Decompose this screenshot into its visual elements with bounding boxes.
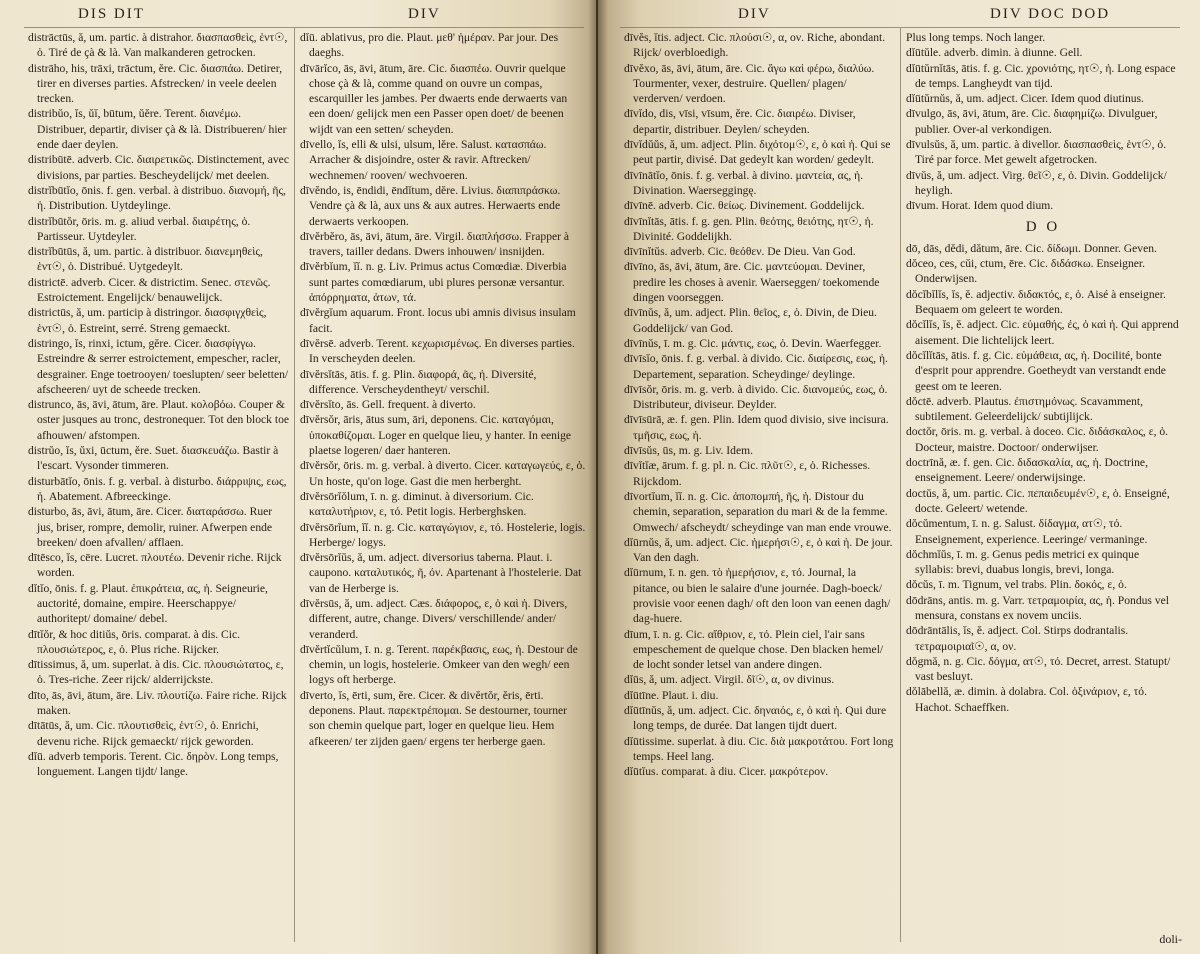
dictionary-entry: dĭū. adverb temporis. Terent. Cic. δηρὸν. Long temps, longuement. Langen tijdt/ lange.: [28, 749, 279, 779]
dictionary-entry: dĭtĭo, ōnis. f. g. Plaut. ἐπικράτεια, ας, ἡ. Seigneurie, auctorité, domaine, empire. Heerschappye/ authoritept/ domaine/ debel.: [28, 581, 268, 626]
dictionary-entry: dītātūs, ă, um. Cic. πλουτισθεὶς, ἑντ☉, ὁ. Enrichi, devenu riche. Rijck gemaeckt/ rijck geworden.: [28, 719, 259, 748]
dictionary-entry: dīvĕrsōrĭŭs, ă, um. adject. diversorius taberna. Plaut. i. caupono. καταλυτικός, ῆ, όν. Apartenant à l'hostelerie. Dat van de Herberge is.: [300, 551, 582, 595]
running-head-right-column-2: DIV DOC DOD: [990, 6, 1111, 22]
dictionary-entry: dŏcĭbĭlĭs, ĭs, ĕ. adjectiv. διδακτός, ε, ὁ. Aisé à enseigner. Bequaem om geleert te worden.: [906, 287, 1166, 317]
dictionary-entry: dōdrāntālis, ĭs, ĕ. adject. Col. Stirps dodrantalis. τετραμοιριαῖ☉, α, ον.: [906, 624, 1129, 653]
dictionary-entry: dīvĕrbĭum, ĭĭ. n. g. Liv. Primus actus Comœdiæ. Diverbia sunt partes comœdiarum, ubi plures personæ versantur. ἀπόρρηματα, ἀτων, τά.: [300, 260, 567, 305]
dictionary-entry: distrunco, ās, āvi, ātum, āre. Plaut. κολοβόω. Couper & oster jusques au tronc, destronequer. Tot den block toe afhouwen/ afstompen.: [28, 398, 290, 442]
book-gutter: [588, 0, 608, 954]
dictionary-entry: dīvĭtĭæ, ārum. f. g. pl. n. Cic. πλῦτ☉, ε, ὁ. Richesses. Rijckdom.: [624, 459, 871, 488]
dictionary-entry: dīvello, ĭs, elli & ulsi, ulsum, lĕre. Salust. κατασπάω. Arracher & disjoindre, oster & ravir. Aftrecken/ wechnemen/ rooven/ wechvoeren.: [300, 138, 547, 182]
dictionary-entry: dīvĕrsŏr, ōris. m. g. verbal. à diverto. Cicer. καταγωγεύς, ε, ὁ. Un hoste, qu'on loge. Gast die men herberght.: [300, 459, 586, 488]
dictionary-entry: dīvĭdo, dis, vīsi, vīsum, ĕre. Cic. διαιρέω. Diviser, departir, distribuer. Deylen/ scheyden.: [624, 107, 856, 136]
dictionary-entry: dŏcĭlĭtās, ātis. f. g. Cic. εὐμάθεια, ας, ἡ. Docilité, bonte d'esprit pour apprendre. Goetheydt van verstandt ende geest om te leeren.: [906, 348, 1166, 393]
dictionary-column-1: [28, 30, 290, 948]
dictionary-entry: dŏceo, ces, cŭi, ctum, ēre. Cic. διδάσκω. Enseigner. Onderwijsen.: [906, 257, 1146, 286]
dictionary-entry: dītĭŏr, & hoc ditiŭs, ōris. comparat. à dis. Cic. πλουσιώτερος, ε, ὁ. Plus riche. Rijcker.: [28, 627, 241, 656]
dictionary-entry: dĭūtŭrnĭtās, ātis. f. g. Cic. χρονιότης, ητ☉, ἡ. Long espace de temps. Langheydt van tijd.: [906, 61, 1176, 90]
dictionary-entry: dīvĕndo, is, ēndidi, ēndĭtum, dĕre. Livius. διαπιπράσκω. Vendre çà & là, aux uns & aux autres. Herwaerts ende derwaerts verkoopen.: [300, 183, 561, 228]
dictionary-entry: disturbātĭo, ōnis. f. g. verbal. à disturbo. διάρριψις, εως, ἡ. Abatement. Afbreeckinge.: [28, 474, 287, 503]
dictionary-entry: dīum, ī. n. g. Cic. αἴθριον, ε, τό. Plein ciel, l'air sans empeschement de quelque chose. Den blacken hemel/ de locht sonder letsel van andere dingen.: [624, 627, 884, 672]
dictionary-entry: distribŭo, ĭs, ŭĭ, būtum, ŭĕre. Terent. διανέμω. Distribuer, departir, diviser çà & là. Distribueren/ hier ende daer deylen.: [28, 107, 287, 152]
dictionary-entry: distrĭbūtĭo, ōnis. f. gen. verbal. à distribuo. διανομή, ῆς, ἡ. Distribution. Uytdeylinge.: [28, 183, 286, 213]
dictionary-entry: doctŭs, ă, um. partic. Cic. πεπαιδευμέν☉, ε, ὁ. Enseigné, docte. Geleert/ wetende.: [906, 486, 1170, 515]
column-rule: [294, 28, 295, 942]
dictionary-column-3: [624, 30, 894, 948]
dictionary-entry: dīvīnĭtās, ātis. f. g. gen. Plin. θεότης, θειότης, ητ☉, ἡ. Divinité. Goddelijkh.: [624, 214, 874, 243]
dictionary-entry: distrāctūs, ă, um. partic. à distrahor. διασπασθεὶς, ἑντ☉, ὁ. Tiré de çà & là. Van malkanderen getrocken.: [28, 31, 288, 60]
dictionary-entry: distribūtē. adverb. Cic. διαιρετικῶς. Distinctement, avec divisions, par parties. Bescheydelijck/ met deelen.: [28, 153, 289, 182]
dictionary-entry: Plus long temps. Noch langer.: [906, 31, 1046, 44]
dictionary-entry: dīvulgo, ās, āvi, ātum, āre. Cic. διαφημίζω. Divulguer, publier. Over-al verkondigen.: [906, 107, 1158, 136]
dictionary-entry: dīverto, ĭs, ērti, sum, ĕre. Cicer. & divĕrtŏr, ĕris, ērti. deponens. Plaut. παρεκτρέπομαι. Se destourner, tourner son chemin quelque part, loger en quelque lieu. Hem afkeeren/ ter zijden gaen/ ergens ter herberge gaen.: [300, 688, 568, 748]
dictionary-entry: dīvĕrsūs, ă, um. adject. Cæs. διάφορος, ε, ὁ καὶ ἡ. Divers, different, autre, change. Divers/ verschillende/ ander/ veranderd.: [300, 596, 568, 641]
dictionary-entry: dīvum. Horat. Idem quod dium.: [906, 199, 1054, 213]
dictionary-entry: dīvīnŭs, ă, um. adject. Plin. θεῖος, ε, ὁ. Divin, de Dieu. Goddelijck/ van God.: [624, 306, 877, 335]
dictionary-entry: doctrīnă, æ. f. gen. Cic. διδασκαλία, ας, ἡ. Doctrine, enseignement. Leere/ onderwijsinge.: [906, 456, 1148, 485]
dictionary-entry: dīvĭdŭŭs, ă, um. adject. Plin. διχότομ☉, ε, ὁ καὶ ἡ. Qui se peut partir, divisé. Dat gedeylt kan worden/ gedeylt.: [624, 138, 891, 167]
dictionary-entry: dĭūtŭrnŭs, ă, um. adject. Cicer. Idem quod diutinus.: [906, 92, 1144, 106]
dictionary-entry: dīvĕs, ĭtis. adject. Cic. πλούσι☉, α, ον. Riche, abondant. Rijck/ overbloedigh.: [624, 31, 886, 60]
dictionary-entry: districtūs, ă, um. particip à distringor. διασφιγχθεὶς, ἑντ☉, ὁ. Estreint, serré. Streng gemaeckt.: [28, 306, 267, 335]
dictionary-entry: dīvīnŭs, ī. m. g. Cic. μάντις, εως, ὁ. Devin. Waerfegger.: [624, 336, 882, 350]
dictionary-entry: dīvĕrsĭtās, ātis. f. g. Plin. διαφορά, ᾶς, ἡ. Diversité, difference. Verscheydentheyt/ verschil.: [300, 367, 537, 396]
dictionary-column-4: [906, 30, 1180, 948]
dictionary-entry: distrĭbūtŏr, ōris. m. g. aliud verbal. διαιρέτης, ὁ. Partisseur. Uytdeyler.: [28, 214, 251, 243]
dictionary-entry: dīvĕrsē. adverb. Terent. κεχωρισμένως. En diverses parties. In verscheyden deelen.: [300, 336, 575, 366]
dictionary-entry: dŏchmĭŭs, ī. m. g. Genus pedis metrici ex quinque syllabis: brevi, duabus longis, brevi, longa.: [906, 547, 1140, 577]
dictionary-entry: dīvīsūrā, æ. f. gen. Plin. Idem quod divisio, sive incisura. τμῆσις, εως, ἡ.: [624, 413, 889, 442]
dictionary-entry: dīvĕrsŏr, āris, ātus sum, āri, deponens. Cic. καταγόμαι, ὑποκαθίζομαι. Loger en quelque lieu, y hanter. In eenige plaetse logeren/ daer hanteren.: [300, 413, 572, 458]
dictionary-entry: dŏcĭlĭs, ĭs, ĕ. adject. Cic. εὐμαθής, ές, ὁ καὶ ἡ. Qui apprend aisement. Die lichtelijck leert.: [906, 318, 1179, 347]
dictionary-entry: dīvĕrgĭum aquarum. Front. locus ubi amnis divisus insulam facit.: [300, 306, 576, 335]
dictionary-entry: dīvĕrsĭto, ās. Gell. frequent. à diverto.: [300, 398, 476, 412]
dictionary-entry: doctŏr, ōris. m. g. verbal. à doceo. Cic. διδάσκαλος, ε, ὁ. Docteur, maistre. Doctoor/ onderwijser.: [906, 425, 1169, 454]
dictionary-entry: dŏctē. adverb. Plautus. ἐπιστημόνως. Scavamment, subtilement. Geleerdelijck/ subtijlijck.: [906, 394, 1144, 424]
dictionary-entry: dĭūtĭus. comparat. à diu. Cicer. μακρότερον.: [624, 765, 829, 779]
dictionary-entry: dĭūrnum, ī. n. gen. τὸ ἡμερήσιον, ε, τό. Journal, la pitance, ou bien le salaire d'une journée. Dagh-boeck/ provisie voor eenen dagh/ oft den loon van eenen dagh/ dag-huere.: [624, 566, 891, 626]
dictionary-entry: dīvĕrtĭcŭlum, ī. n. g. Terent. παρέκβασις, εως, ἡ. Destour de chemin, un logis, hostelerie. Omkeer van den wegh/ een logys oft herberge.: [300, 642, 578, 687]
dictionary-entry: dītissimus, ă, um. superlat. à dis. Cic. πλουσιώτατος, ε, ὁ. Tres-riche. Zeer rijck/ alderrijckste.: [28, 658, 284, 687]
dictionary-entry: dīvīsĭo, ōnis. f. g. verbal. à divido. Cic. διαίρεσις, εως, ἡ. Departement, separation. Scheydinge/ deylinge.: [624, 352, 888, 381]
dictionary-entry: dīvĕrsōrĭŏlum, ī. n. g. diminut. à diversorium. Cic. καταλυτήριον, ε, τό. Petit logis. Herberghsken.: [300, 489, 534, 519]
dictionary-entry: distringo, ĭs, rinxi, ictum, gĕre. Cicer. διασφίγγω. Estreindre & serrer estroictement, empescher, racler, desgrainer. Enge toetrooyen/ toeslupten/ seer beletten/ afscheeren/ uyt de scheede trecken.: [28, 336, 289, 396]
dictionary-entry: distrŭo, ĭs, ŭxi, ūctum, ĕre. Suet. διασκευάζω. Bastir à l'escart. Vysonder timmeren.: [28, 444, 279, 473]
column-rule: [900, 28, 901, 942]
dictionary-entry: dīto, ās, āvi, ātum, āre. Liv. πλουτίζω. Faire riche. Rijck maken.: [28, 688, 287, 718]
running-head-left-column-1: DIS DIT: [78, 6, 145, 22]
dictionary-entry: dīvīsŭs, ūs, m. g. Liv. Idem.: [624, 444, 754, 458]
dictionary-entry: dŏcŭs, ī. m. Tignum, vel trabs. Plin. δοκός, ε, ὁ.: [906, 578, 1127, 592]
dictionary-entry: dīvŭs, ă, um. adject. Virg. θεῖ☉, ε, ὁ. Divin. Goddelijck/ heyligh.: [906, 168, 1167, 197]
dictionary-entry: dīvĕxo, ās, āvi, ātum, āre. Cic. ἄγω καὶ φέρω, διαλύω. Tourmenter, vexer, destruire. Quellen/ plagen/ verderven/ verdoen.: [624, 61, 875, 106]
dictionary-entry: dĭū. ablativus, pro die. Plaut. μεθ' ἡμέραν. Par jour. Des daeghs.: [300, 31, 559, 60]
dictionary-entry: distrāho, his, trāxi, trāctum, ĕre. Cic. διασπάω. Detirer, tirer en diverses parties. Afstrecken/ in veele deelen trecken.: [28, 61, 283, 106]
head-rule: [24, 27, 584, 28]
dictionary-entry: dōdrāns, antis. m. g. Varr. τετραμοιρία, ας, ἡ. Pondus vel mensura, constans ex novem unciis.: [906, 593, 1169, 622]
running-head-left-column-2: DIV: [408, 6, 441, 22]
dictionary-entry: disturbo, ās, āvi, ātum, āre. Cicer. διαταράσσω. Ruer jus, briser, rompre, demolir, ruiner. Afwerpen ende breeken/ doen afvallen/ afflaen.: [28, 505, 273, 549]
dictionary-entry: dīvīsŏr, ōris. m. g. verb. à divido. Cic. διανομεύς, εως, ὁ. Distributeur, diviseur. Deylder.: [624, 382, 888, 412]
dictionary-entry: dīvīnē. adverb. Cic. θείως. Divinement. Goddelijck.: [624, 199, 865, 213]
dictionary-entry: dō, dās, dĕdi, dătum, āre. Cic. δίδωμι. Donner. Geven.: [906, 241, 1157, 255]
dictionary-entry: dŏcŭmentum, ī. n. g. Salust. δίδαγμα, ατ☉, τό. Enseignement, experience. Leeringe/ vermaninge.: [906, 517, 1148, 546]
dictionary-entry: dĭūtīne. Plaut. i. diu.: [624, 688, 719, 702]
dictionary-entry: dīvārĭco, ās, āvi, ātum, āre. Cic. διασπέω. Ouvrir quelque chose çà & là, comme quand on ouvre un compas, escarquiller les jambes. Per dwaerts ende derwaerts van een doen/ gelijck men een Passer open doet/ de beenen wijdt van een setten/ scheyden.: [300, 61, 568, 136]
dictionary-entry: dĭūtŭle. adverb. dimin. à diunne. Gell.: [906, 46, 1083, 60]
dictionary-entry: dŏlābellă, æ. dimin. à dolabra. Col. ὀξινάριον, ε, τό. Hachot. Schaeffken.: [906, 685, 1147, 714]
dictionary-entry: dĭūs, ă, um. adject. Virgil. δῖ☉, α, ον divinus.: [624, 673, 835, 687]
right-page: [598, 0, 1200, 954]
section-heading: D O: [1025, 218, 1061, 235]
dictionary-entry: dīvulsŭs, ă, um. partic. à divellor. διασπασθεὶς, ἑντ☉, ὁ. Tiré par force. Met gewelt afgetrocken.: [906, 138, 1167, 167]
dictionary-entry: districtē. adverb. Cicer. & districtim. Senec. στενῶς. Estroictement. Engelijck/ benauwelijck.: [28, 275, 271, 305]
dictionary-entry: dĭūtissime. superlat. à diu. Cic. διὰ μακροτάτου. Fort long temps. Heel lang.: [624, 734, 894, 763]
left-page: [0, 0, 596, 954]
dictionary-entry: dīvortĭum, ĭĭ. n. g. Cic. ἀποπομπή, ῆς, ἡ. Distour du chemin, separation, separation du mari & de la femme. Omwech/ afscheydt/ scheydinge van man ende vrouwe.: [624, 489, 892, 534]
catchword: doli-: [1159, 932, 1182, 946]
dictionary-entry: dīvĕrbĕro, ās, āvi, ātum, āre. Virgil. διαπλήσσω. Frapper à travers, tailler dedans. Dwers inhouwen/ insnijden.: [300, 229, 570, 259]
dictionary-entry: dīvĕrsōrĭum, ĭĭ. n. g. Cic. καταγώγιον, ε, τό. Hostelerie, logis. Herberge/ logys.: [300, 520, 586, 549]
dictionary-column-2: [300, 30, 586, 948]
dictionary-entry: distrĭbūtūs, ă, um. partic. à distribuor. διανεμηθεὶς, ἑντ☉, ὁ. Distribué. Uytgedeylt.: [28, 245, 263, 274]
dictionary-entry: dĭūrnŭs, ă, um. adject. Cic. ἡμερήσι☉, ε, ὁ καὶ ἡ. De jour. Van den dagh.: [624, 535, 893, 565]
dictionary-entry: dŏgmă, n. g. Cic. δόγμα, ατ☉, τό. Decret, arrest. Statupt/ vast besluyt.: [906, 654, 1171, 684]
dictionary-entry: dīvīnātĭo, ōnis. f. g. verbal. à divino. μαντεία, ας, ἡ. Divination. Waerseggingę.: [624, 168, 864, 197]
dictionary-entry: dīvīnĭtŭs. adverb. Cic. θεόθεν. De Dieu. Van God.: [624, 245, 856, 259]
dictionary-entry: dīvīno, ās, āvi, ātum, āre. Cic. μαντεύομαι. Deviner, predire les choses à avenir. Waerseggen/ toekomende dingen voorseggen.: [624, 260, 880, 305]
dictionary-entry: dĭūtīnŭs, ă, um. adject. Cic. δηναιός, ε, ὁ καὶ ἡ. Qui dure long temps, de durée. Dat langen tijdt duert.: [624, 704, 887, 733]
dictionary-entry: dītēsco, ĭs, cēre. Lucret. πλουτέω. Devenir riche. Rijck worden.: [28, 551, 282, 580]
running-head-right-column-1: DIV: [738, 6, 771, 22]
